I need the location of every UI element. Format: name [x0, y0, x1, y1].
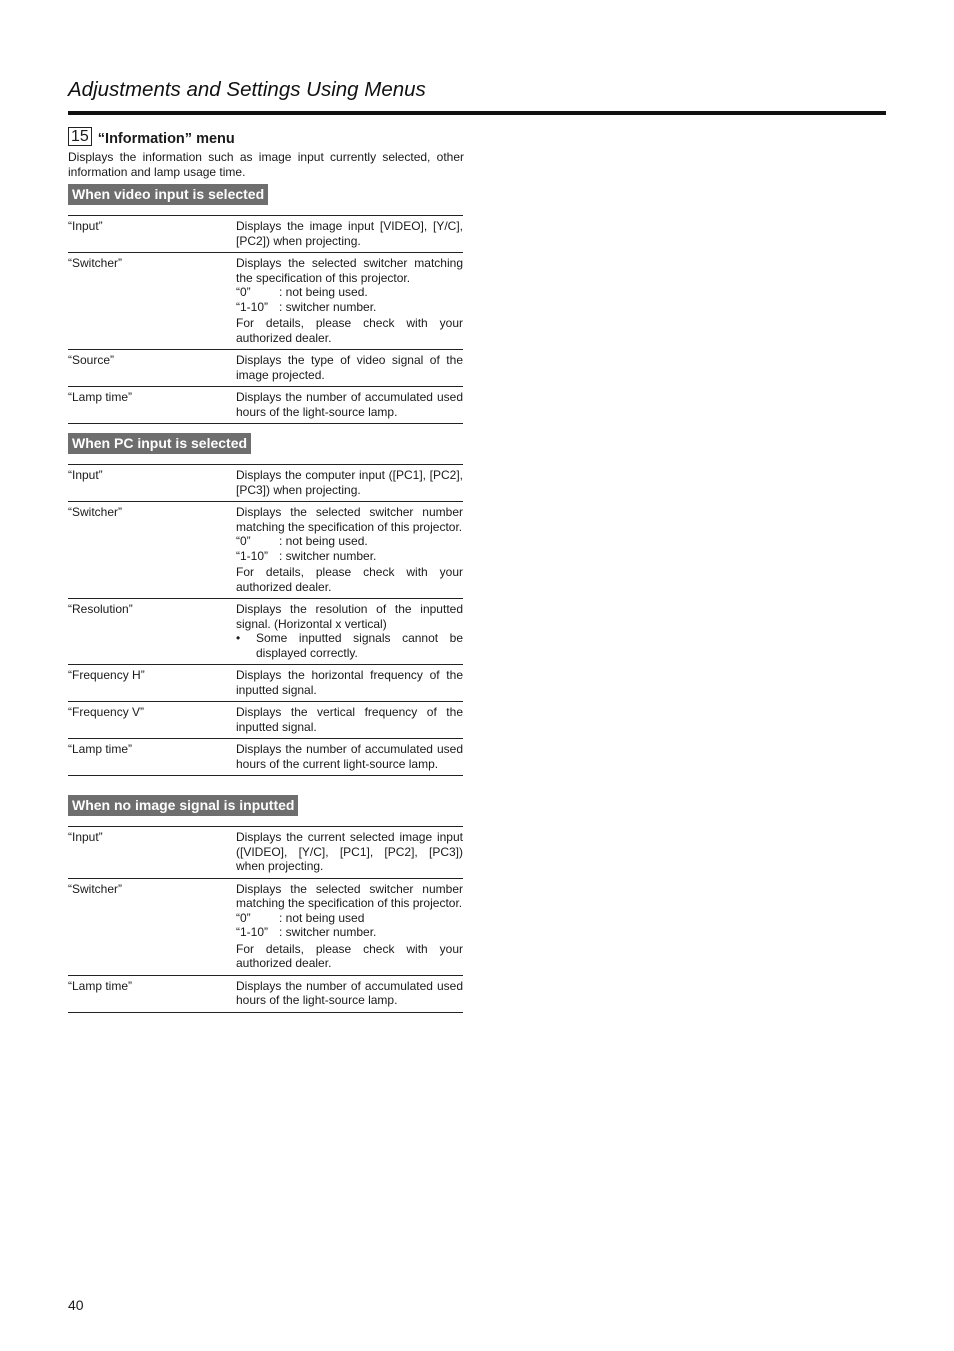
subheading-video: When video input is selected [68, 184, 268, 205]
row-label: “Switcher” [68, 253, 236, 350]
option-key: “0” [236, 534, 251, 548]
section-number-box: 15 [68, 127, 92, 146]
row-label: “Lamp time” [68, 739, 236, 776]
table-row [68, 739, 463, 776]
row-label: “Input” [68, 216, 236, 253]
row-label: “Input” [68, 827, 236, 879]
row-description: Displays the number of accumulated used hours of the light-source lamp. [236, 975, 463, 1012]
table-row [68, 599, 463, 665]
row-label: “Lamp time” [68, 975, 236, 1012]
pc-info-table [68, 464, 463, 776]
table-row [68, 465, 463, 502]
option-value: : switcher number. [279, 925, 377, 939]
video-info-table [68, 215, 463, 424]
section-intro: Displays the information such as image input currently selected, other information and lamp usage time. [68, 150, 464, 179]
row-description: Displays the current selected image input ([VIDEO], [Y/C], [PC1], [PC2], [PC3]) when projecting. [236, 827, 463, 879]
option-key: “1-10” [236, 548, 269, 563]
row-description: Displays the computer input ([PC1], [PC2], [PC3]) when projecting. [236, 465, 463, 502]
option-value: : switcher number. [279, 548, 377, 563]
bullet-text: Some inputted signals cannot be displayed correctly. [256, 631, 463, 660]
option-line [236, 911, 463, 926]
row-label: “Resolution” [68, 599, 236, 665]
table-row [68, 350, 463, 387]
table-row [68, 827, 463, 879]
row-description: Displays the image input [VIDEO], [Y/C], [PC2]) when projecting. [236, 216, 463, 253]
subheading-pc: When PC input is selected [68, 433, 251, 454]
bullet-line [236, 631, 463, 660]
row-label: “Input” [68, 465, 236, 502]
table-row [68, 878, 463, 975]
row-description: Displays the number of accumulated used hours of the current light-source lamp. [236, 739, 463, 776]
option-key: “1-10” [236, 925, 269, 939]
desc-text: Displays the resolution of the inputted signal. (Horizontal x vertical) [236, 602, 463, 631]
section-title: “Information” menu [97, 131, 235, 147]
row-label: “Switcher” [68, 502, 236, 599]
row-description [236, 599, 463, 665]
option-line [236, 534, 463, 549]
bullet-icon: • [236, 631, 241, 645]
option-key: “0” [236, 910, 251, 925]
option-line [236, 300, 463, 315]
header-rule [68, 111, 886, 115]
page-number: 40 [68, 1297, 84, 1313]
row-description: Displays the type of video signal of the image projected. [236, 350, 463, 387]
row-label: “Lamp time” [68, 387, 236, 424]
desc-text: Displays the selected switcher number matching the specification of this projector. [236, 881, 463, 910]
no-image-info-table [68, 826, 463, 1013]
table-row [68, 216, 463, 253]
row-description [236, 502, 463, 599]
option-value: : not being used. [279, 285, 368, 299]
row-description [236, 253, 463, 350]
table-row [68, 665, 463, 702]
option-key: “1-10” [236, 299, 269, 314]
table-row [68, 502, 463, 599]
table-row [68, 387, 463, 424]
row-description: Displays the number of accumulated used hours of the light-source lamp. [236, 387, 463, 424]
row-label: “Source” [68, 350, 236, 387]
row-description: Displays the horizontal frequency of the inputted signal. [236, 665, 463, 702]
desc-text: Displays the selected switcher matching the specification of this projector. [236, 256, 463, 285]
section-heading [68, 127, 468, 148]
row-label: “Frequency V” [68, 702, 236, 739]
desc-note: For details, please check with your authorized dealer. [236, 316, 463, 345]
option-value: : not being used [279, 910, 365, 925]
table-row [68, 975, 463, 1012]
row-description: Displays the vertical frequency of the inputted signal. [236, 702, 463, 739]
row-description [236, 878, 463, 975]
option-line [236, 285, 463, 300]
option-value: : switcher number. [279, 299, 377, 314]
page-header-title: Adjustments and Settings Using Menus [68, 78, 426, 101]
desc-note: For details, please check with your authorized dealer. [236, 565, 463, 594]
desc-text: Displays the selected switcher number matching the specification of this projector. [236, 505, 463, 534]
table-row [68, 702, 463, 739]
subheading-no-image: When no image signal is inputted [68, 795, 298, 816]
option-line [236, 549, 463, 564]
row-label: “Switcher” [68, 878, 236, 975]
option-value: : not being used. [279, 534, 368, 548]
option-key: “0” [236, 285, 251, 299]
row-label: “Frequency H” [68, 665, 236, 702]
desc-note: For details, please check with your authorized dealer. [236, 941, 463, 970]
table-row [68, 253, 463, 350]
option-line [236, 925, 463, 940]
